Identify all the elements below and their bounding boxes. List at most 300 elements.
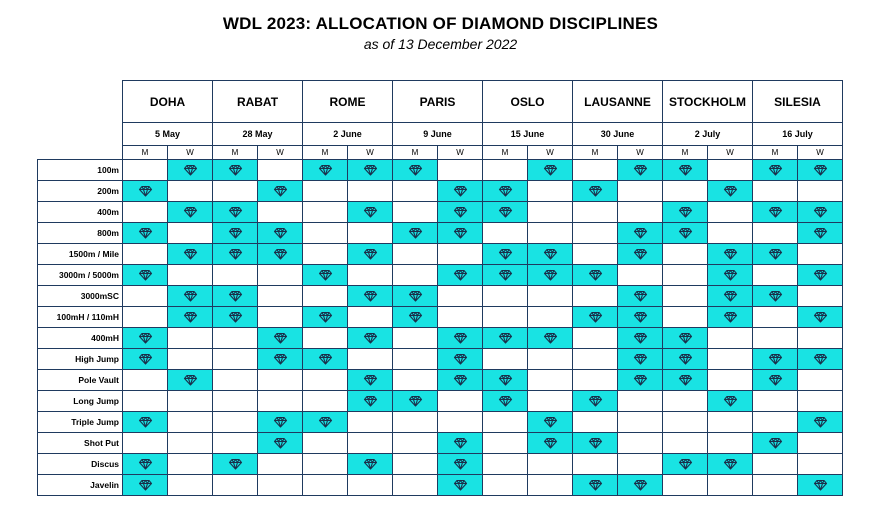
allocated-cell <box>348 160 393 181</box>
diamond-icon <box>138 269 153 281</box>
table-row <box>38 202 843 223</box>
empty-cell <box>708 223 753 244</box>
diamond-icon <box>453 458 468 470</box>
diamond-icon <box>183 374 198 386</box>
allocated-cell <box>528 433 573 454</box>
empty-cell <box>393 328 438 349</box>
diamond-icon <box>273 353 288 365</box>
diamond-icon <box>498 332 513 344</box>
allocated-cell <box>483 370 528 391</box>
allocated-cell <box>618 328 663 349</box>
allocated-cell <box>438 223 483 244</box>
empty-cell <box>168 433 213 454</box>
diamond-icon <box>723 395 738 407</box>
diamond-icon <box>138 227 153 239</box>
gender-header-row <box>38 146 843 160</box>
diamond-icon <box>588 269 603 281</box>
diamond-icon <box>768 374 783 386</box>
diamond-icon <box>453 185 468 197</box>
allocated-cell <box>663 349 708 370</box>
allocated-cell <box>123 265 168 286</box>
empty-cell <box>708 160 753 181</box>
diamond-icon <box>453 374 468 386</box>
diamond-icon <box>813 416 828 428</box>
empty-cell <box>483 223 528 244</box>
allocated-cell <box>708 181 753 202</box>
table-row <box>38 286 843 307</box>
diamond-icon <box>498 374 513 386</box>
allocated-cell <box>708 286 753 307</box>
discipline-name: Discus <box>38 454 123 475</box>
allocated-cell <box>483 265 528 286</box>
diamond-icon <box>678 374 693 386</box>
empty-cell <box>708 202 753 223</box>
discipline-name: 100mH / 110mH <box>38 307 123 328</box>
diamond-icon <box>723 248 738 260</box>
allocated-cell <box>303 265 348 286</box>
empty-cell <box>123 160 168 181</box>
diamond-icon <box>453 437 468 449</box>
women-label: W <box>348 146 393 160</box>
empty-cell <box>213 412 258 433</box>
city-header-row <box>38 81 843 123</box>
empty-cell <box>753 223 798 244</box>
allocated-cell <box>798 475 843 496</box>
allocated-cell <box>798 265 843 286</box>
empty-cell <box>618 181 663 202</box>
meeting-date: 16 July <box>753 123 843 146</box>
discipline-name: High Jump <box>38 349 123 370</box>
diamond-icon <box>768 437 783 449</box>
empty-cell <box>753 475 798 496</box>
empty-cell <box>168 349 213 370</box>
empty-cell <box>528 307 573 328</box>
empty-cell <box>213 349 258 370</box>
empty-cell <box>573 223 618 244</box>
diamond-icon <box>363 395 378 407</box>
empty-cell <box>798 433 843 454</box>
empty-cell <box>258 307 303 328</box>
empty-cell <box>708 328 753 349</box>
allocated-cell <box>663 328 708 349</box>
diamond-icon <box>363 374 378 386</box>
empty-cell <box>483 475 528 496</box>
diamond-icon <box>453 269 468 281</box>
empty-cell <box>123 202 168 223</box>
table-row <box>38 475 843 496</box>
empty-cell <box>258 265 303 286</box>
discipline-name: Long Jump <box>38 391 123 412</box>
allocated-cell <box>168 286 213 307</box>
diamond-icon <box>723 290 738 302</box>
diamond-icon <box>678 458 693 470</box>
corner-blank <box>38 146 123 160</box>
diamond-icon <box>678 164 693 176</box>
diamond-icon <box>723 269 738 281</box>
empty-cell <box>663 244 708 265</box>
page-title: WDL 2023: ALLOCATION OF DIAMOND DISCIPLINES <box>222 14 659 33</box>
meeting-city: RABAT <box>213 81 303 123</box>
empty-cell <box>348 265 393 286</box>
empty-cell <box>303 181 348 202</box>
empty-cell <box>573 160 618 181</box>
meeting-city: STOCKHOLM <box>663 81 753 123</box>
empty-cell <box>753 265 798 286</box>
empty-cell <box>798 328 843 349</box>
empty-cell <box>753 181 798 202</box>
allocated-cell <box>213 202 258 223</box>
allocated-cell <box>438 328 483 349</box>
allocated-cell <box>438 370 483 391</box>
empty-cell <box>393 412 438 433</box>
empty-cell <box>303 328 348 349</box>
empty-cell <box>213 433 258 454</box>
allocated-cell <box>663 370 708 391</box>
allocated-cell <box>123 475 168 496</box>
allocated-cell <box>708 307 753 328</box>
empty-cell <box>573 349 618 370</box>
diamond-icon <box>543 332 558 344</box>
allocated-cell <box>798 349 843 370</box>
allocated-cell <box>213 160 258 181</box>
empty-cell <box>528 454 573 475</box>
empty-cell <box>393 349 438 370</box>
empty-cell <box>798 391 843 412</box>
diamond-icon <box>183 290 198 302</box>
diamond-icon <box>633 290 648 302</box>
empty-cell <box>573 202 618 223</box>
diamond-icon <box>138 332 153 344</box>
table-row <box>38 391 843 412</box>
discipline-name: Pole Vault <box>38 370 123 391</box>
allocated-cell <box>618 160 663 181</box>
table-row <box>38 160 843 181</box>
empty-cell <box>438 286 483 307</box>
diamond-icon <box>678 353 693 365</box>
empty-cell <box>393 433 438 454</box>
empty-cell <box>438 244 483 265</box>
men-label: M <box>663 146 708 160</box>
table-row <box>38 328 843 349</box>
diamond-icon <box>633 332 648 344</box>
allocated-cell <box>663 454 708 475</box>
diamond-icon <box>543 437 558 449</box>
diamond-icon <box>543 269 558 281</box>
diamond-icon <box>408 290 423 302</box>
empty-cell <box>213 391 258 412</box>
date-header-row <box>38 123 843 146</box>
allocated-cell <box>438 265 483 286</box>
allocated-cell <box>348 202 393 223</box>
allocated-cell <box>393 286 438 307</box>
allocated-cell <box>618 475 663 496</box>
allocated-cell <box>573 307 618 328</box>
diamond-icon <box>498 395 513 407</box>
allocated-cell <box>618 307 663 328</box>
diamond-icon <box>408 395 423 407</box>
empty-cell <box>663 181 708 202</box>
allocated-cell <box>753 244 798 265</box>
empty-cell <box>258 454 303 475</box>
empty-cell <box>528 370 573 391</box>
table-row <box>38 265 843 286</box>
empty-cell <box>573 454 618 475</box>
empty-cell <box>663 307 708 328</box>
allocated-cell <box>528 328 573 349</box>
table-row <box>38 307 843 328</box>
allocated-cell <box>348 370 393 391</box>
allocated-cell <box>258 223 303 244</box>
allocated-cell <box>618 286 663 307</box>
diamond-icon <box>228 311 243 323</box>
empty-cell <box>753 454 798 475</box>
diamond-icon <box>183 248 198 260</box>
diamond-icon <box>768 290 783 302</box>
allocated-cell <box>348 286 393 307</box>
diamond-icon <box>543 164 558 176</box>
empty-cell <box>168 391 213 412</box>
men-label: M <box>303 146 348 160</box>
diamond-icon <box>498 269 513 281</box>
empty-cell <box>168 181 213 202</box>
empty-cell <box>753 391 798 412</box>
discipline-name: 400mH <box>38 328 123 349</box>
diamond-icon <box>723 185 738 197</box>
diamond-icon <box>633 311 648 323</box>
allocated-cell <box>168 202 213 223</box>
diamond-icon <box>273 332 288 344</box>
meeting-city: LAUSANNE <box>573 81 663 123</box>
diamond-icon <box>813 311 828 323</box>
empty-cell <box>258 160 303 181</box>
empty-cell <box>798 181 843 202</box>
table-row <box>38 412 843 433</box>
allocated-cell <box>258 349 303 370</box>
diamond-icon <box>633 353 648 365</box>
diamond-icon <box>363 290 378 302</box>
diamond-icon <box>678 206 693 218</box>
allocated-cell <box>168 244 213 265</box>
empty-cell <box>483 454 528 475</box>
empty-cell <box>123 391 168 412</box>
discipline-name: 100m <box>38 160 123 181</box>
allocated-cell <box>753 202 798 223</box>
empty-cell <box>123 370 168 391</box>
empty-cell <box>798 244 843 265</box>
diamond-icon <box>813 353 828 365</box>
allocated-cell <box>123 328 168 349</box>
empty-cell <box>348 181 393 202</box>
allocated-cell <box>348 391 393 412</box>
empty-cell <box>348 349 393 370</box>
diamond-icon <box>588 311 603 323</box>
allocated-cell <box>618 244 663 265</box>
allocated-cell <box>798 202 843 223</box>
empty-cell <box>438 307 483 328</box>
empty-cell <box>618 202 663 223</box>
diamond-icon <box>723 311 738 323</box>
diamond-icon <box>768 353 783 365</box>
meeting-date: 28 May <box>213 123 303 146</box>
allocated-cell <box>123 181 168 202</box>
diamond-icon <box>813 164 828 176</box>
allocated-cell <box>438 475 483 496</box>
empty-cell <box>258 286 303 307</box>
diamond-icon <box>318 311 333 323</box>
allocated-cell <box>798 160 843 181</box>
discipline-name: 3000m / 5000m <box>38 265 123 286</box>
empty-cell <box>258 391 303 412</box>
empty-cell <box>708 370 753 391</box>
diamond-icon <box>498 185 513 197</box>
diamond-icon <box>273 437 288 449</box>
allocated-cell <box>213 244 258 265</box>
diamond-icon <box>318 353 333 365</box>
diamond-icon <box>273 248 288 260</box>
empty-cell <box>708 412 753 433</box>
allocated-cell <box>483 181 528 202</box>
men-label: M <box>483 146 528 160</box>
empty-cell <box>168 454 213 475</box>
discipline-name: 3000mSC <box>38 286 123 307</box>
empty-cell <box>483 160 528 181</box>
diamond-icon <box>363 164 378 176</box>
allocated-cell <box>663 223 708 244</box>
empty-cell <box>213 475 258 496</box>
empty-cell <box>123 307 168 328</box>
diamond-icon <box>228 227 243 239</box>
diamond-icon <box>498 248 513 260</box>
empty-cell <box>708 433 753 454</box>
allocated-cell <box>483 328 528 349</box>
empty-cell <box>753 307 798 328</box>
empty-cell <box>168 475 213 496</box>
empty-cell <box>663 475 708 496</box>
diamond-icon <box>228 248 243 260</box>
allocated-cell <box>618 223 663 244</box>
empty-cell <box>393 244 438 265</box>
allocated-cell <box>348 244 393 265</box>
allocated-cell <box>528 244 573 265</box>
empty-cell <box>618 265 663 286</box>
table-row <box>38 349 843 370</box>
discipline-name: Javelin <box>38 475 123 496</box>
empty-cell <box>303 391 348 412</box>
allocated-cell <box>213 223 258 244</box>
empty-cell <box>663 433 708 454</box>
allocated-cell <box>303 412 348 433</box>
diamond-icon <box>363 248 378 260</box>
men-label: M <box>393 146 438 160</box>
allocated-cell <box>483 202 528 223</box>
empty-cell <box>618 412 663 433</box>
allocated-cell <box>438 349 483 370</box>
allocated-cell <box>753 286 798 307</box>
empty-cell <box>483 286 528 307</box>
table-row <box>38 433 843 454</box>
allocated-cell <box>708 454 753 475</box>
empty-cell <box>483 433 528 454</box>
allocated-cell <box>393 160 438 181</box>
diamond-icon <box>273 416 288 428</box>
table-row <box>38 181 843 202</box>
allocated-cell <box>528 265 573 286</box>
corner-blank <box>38 123 123 146</box>
discipline-name: Shot Put <box>38 433 123 454</box>
empty-cell <box>573 370 618 391</box>
empty-cell <box>168 412 213 433</box>
diamond-icon <box>408 164 423 176</box>
diamond-icon <box>813 479 828 491</box>
allocated-cell <box>123 223 168 244</box>
allocated-cell <box>258 433 303 454</box>
allocated-cell <box>258 412 303 433</box>
empty-cell <box>663 265 708 286</box>
empty-cell <box>438 160 483 181</box>
empty-cell <box>483 412 528 433</box>
allocated-cell <box>618 370 663 391</box>
diamond-icon <box>543 248 558 260</box>
empty-cell <box>348 412 393 433</box>
allocated-cell <box>258 181 303 202</box>
diamond-icon <box>228 458 243 470</box>
empty-cell <box>438 412 483 433</box>
men-label: M <box>573 146 618 160</box>
empty-cell <box>393 202 438 223</box>
diamond-icon <box>633 227 648 239</box>
empty-cell <box>213 328 258 349</box>
diamond-icon <box>768 206 783 218</box>
diamond-icon <box>588 185 603 197</box>
empty-cell <box>393 370 438 391</box>
allocated-cell <box>753 160 798 181</box>
allocated-cell <box>753 370 798 391</box>
empty-cell <box>663 391 708 412</box>
allocated-cell <box>573 391 618 412</box>
table-row <box>38 370 843 391</box>
allocated-cell <box>303 307 348 328</box>
allocated-cell <box>393 391 438 412</box>
diamond-icon <box>453 332 468 344</box>
empty-cell <box>258 475 303 496</box>
empty-cell <box>393 475 438 496</box>
empty-cell <box>303 286 348 307</box>
diamond-icon <box>408 311 423 323</box>
meeting-city: SILESIA <box>753 81 843 123</box>
women-label: W <box>168 146 213 160</box>
empty-cell <box>528 349 573 370</box>
diamond-icon <box>453 479 468 491</box>
diamond-icon <box>813 227 828 239</box>
allocated-cell <box>573 433 618 454</box>
table-row <box>38 223 843 244</box>
diamond-icon <box>138 185 153 197</box>
empty-cell <box>168 223 213 244</box>
diamond-icon <box>363 206 378 218</box>
diamond-icon <box>408 227 423 239</box>
diamond-icon <box>813 269 828 281</box>
table-row <box>38 244 843 265</box>
allocated-cell <box>123 349 168 370</box>
allocated-cell <box>618 349 663 370</box>
allocated-cell <box>798 307 843 328</box>
diamond-icon <box>768 164 783 176</box>
diamond-icon <box>138 479 153 491</box>
allocated-cell <box>753 349 798 370</box>
empty-cell <box>393 454 438 475</box>
diamond-icon <box>633 479 648 491</box>
empty-cell <box>798 286 843 307</box>
